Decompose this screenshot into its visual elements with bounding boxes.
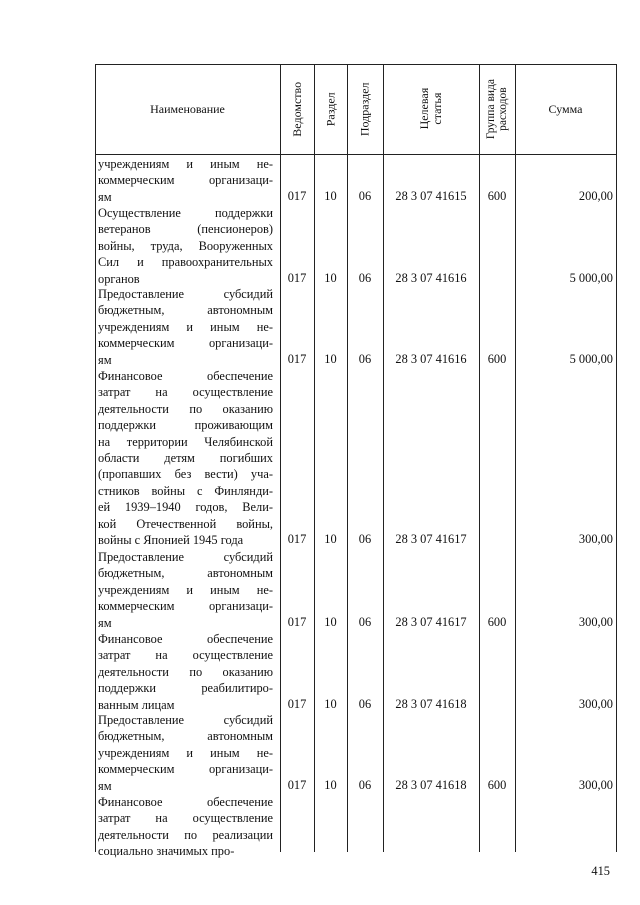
col-border	[314, 64, 315, 852]
row-name-line: учреждениям и иным не-	[98, 157, 273, 171]
row-name-line: учреждениям и иным не-	[98, 582, 273, 597]
row-name-line: затрат на осуществление	[98, 385, 273, 400]
col-border	[280, 64, 281, 852]
cell-razdel: 10	[324, 532, 337, 546]
cell-statya: 28 3 07 41616	[395, 270, 467, 285]
row-name-line: Финансовое обеспечение	[98, 795, 273, 809]
cell-summa: 5 000,00	[569, 270, 613, 285]
cell-summa: 200,00	[578, 188, 613, 203]
header-razdel	[314, 64, 347, 154]
row-name	[98, 549, 273, 631]
budget-table	[95, 64, 617, 859]
col-border	[515, 64, 516, 852]
row-name-line: войны, труда, Вооруженных	[98, 238, 273, 253]
cell-razdel: 10	[324, 270, 337, 285]
header-vedomstvo-label: Ведомство	[289, 81, 304, 137]
row-name-line: ям	[98, 615, 112, 630]
row-name-line: ям	[98, 189, 112, 204]
row-name	[98, 631, 273, 713]
row-name-line: коммерческим организаци-	[98, 336, 273, 351]
row-name-line: Предоставление субсидий	[98, 287, 273, 301]
header-podrazdel	[347, 64, 383, 154]
page-number: 415	[591, 864, 610, 878]
row-name-line: ветеранов (пенсионеров)	[98, 222, 273, 237]
header-name-label: Наименование	[150, 101, 225, 116]
header-gruppa-line2: расходов	[497, 87, 510, 131]
row-name-line: социально значимых про-	[98, 844, 235, 859]
cell-vedomstvo: 017	[287, 614, 307, 629]
row-name-line: ям	[98, 778, 112, 793]
row-name-line: Финансовое обеспечение	[98, 369, 273, 383]
header-gruppa	[479, 64, 515, 154]
row-name-line: (пропавших без вести) уча-	[98, 467, 273, 482]
row-name-line: области детям погибших	[98, 450, 273, 465]
row-name-line: затрат на осуществление	[98, 648, 273, 663]
cell-summa: 300,00	[578, 614, 613, 629]
col-border	[616, 64, 617, 852]
row-name-line: бюджетным, автономным	[98, 729, 273, 744]
row-name-line: учреждениям и иным не-	[98, 319, 273, 334]
row-name-line: затрат на осуществление	[98, 811, 273, 826]
cell-vedomstvo: 017	[287, 532, 307, 546]
header-celevaya-line2: статья	[429, 93, 444, 125]
row-name-line: Предоставление субсидий	[98, 713, 273, 727]
cell-podrazdel: 06	[358, 614, 372, 629]
cell-vedomstvo: 017	[287, 696, 307, 711]
row-name	[98, 156, 273, 205]
cell-razdel: 10	[324, 614, 337, 629]
cell-gruppa: 600	[487, 614, 507, 629]
cell-statya: 28 3 07 41615	[395, 188, 467, 203]
cell-razdel: 10	[324, 777, 337, 792]
header-name	[95, 64, 280, 154]
row-name-line: кой Отечественной войны,	[98, 516, 273, 531]
cell-podrazdel: 06	[358, 532, 372, 546]
cell-statya: 28 3 07 41617	[395, 532, 467, 546]
row-name	[98, 712, 273, 794]
cell-gruppa: 600	[487, 777, 507, 792]
cell-podrazdel: 06	[358, 777, 372, 792]
cell-gruppa: 600	[487, 188, 507, 203]
cell-vedomstvo: 017	[287, 188, 307, 203]
cell-summa: 300,00	[578, 777, 613, 792]
row-name-line: Сил и правоохранительных	[98, 255, 273, 270]
header-gruppa-line1: Группа вида	[484, 78, 497, 140]
row-name-line: бюджетным, автономным	[98, 566, 273, 581]
col-border	[347, 64, 348, 852]
row-name	[98, 368, 273, 548]
header-bottom-border	[95, 154, 617, 155]
cell-summa: 300,00	[578, 532, 613, 546]
row-name	[98, 286, 273, 368]
header-razdel-label: Раздел	[323, 92, 338, 126]
cell-gruppa: 600	[487, 351, 507, 366]
col-border	[95, 64, 96, 852]
cell-podrazdel: 06	[358, 351, 372, 366]
row-name-line: Финансовое обеспечение	[98, 632, 273, 646]
header-celevaya-label	[418, 88, 443, 130]
col-border	[479, 64, 480, 852]
cell-statya: 28 3 07 41617	[395, 614, 467, 629]
header-podrazdel-label: Подраздел	[357, 82, 372, 136]
row-name-line: ванным лицам	[98, 697, 175, 712]
row-name-line: коммерческим организаци-	[98, 762, 273, 777]
row-name-line: поддержки реабилитиро-	[98, 681, 273, 696]
row-name-line: деятельности по оказанию	[98, 664, 273, 679]
row-name-line: войны с Японией 1945 года	[98, 532, 244, 547]
row-name-line: деятельности по оказанию	[98, 401, 273, 416]
header-summa	[515, 64, 616, 154]
row-name-line: деятельности по реализации	[98, 827, 273, 842]
col-border	[383, 64, 384, 852]
row-name-line: стников войны с Финлянди-	[98, 483, 273, 498]
cell-statya: 28 3 07 41618	[395, 696, 467, 711]
cell-vedomstvo: 017	[287, 270, 307, 285]
cell-podrazdel: 06	[358, 270, 372, 285]
row-name	[98, 794, 273, 860]
cell-razdel: 10	[324, 188, 337, 203]
cell-summa: 5 000,00	[569, 351, 613, 366]
row-name-line: поддержки проживающим	[98, 418, 273, 433]
cell-vedomstvo: 017	[287, 351, 307, 366]
row-name-line: коммерческим организаци-	[98, 173, 273, 188]
cell-podrazdel: 06	[358, 696, 372, 711]
cell-razdel: 10	[324, 696, 337, 711]
row-name-line: органов	[98, 271, 140, 286]
header-vedomstvo	[280, 64, 314, 154]
row-name-line: Предоставление субсидий	[98, 550, 273, 564]
row-name-line: ям	[98, 352, 112, 367]
header-celevaya-line1: Целевая	[417, 88, 432, 130]
row-name-line: Осуществление поддержки	[98, 206, 273, 220]
cell-razdel: 10	[324, 351, 337, 366]
cell-statya: 28 3 07 41616	[395, 351, 467, 366]
row-name-line: на территории Челябинской	[98, 434, 273, 449]
header-gruppa-label	[485, 79, 509, 139]
cell-podrazdel: 06	[358, 188, 372, 203]
header-summa-label: Сумма	[548, 101, 583, 116]
row-name-line: коммерческим организаци-	[98, 599, 273, 614]
row-name-line: бюджетным, автономным	[98, 303, 273, 318]
cell-statya: 28 3 07 41618	[395, 777, 467, 792]
cell-summa: 300,00	[578, 696, 613, 711]
row-name	[98, 205, 273, 287]
header-celevaya	[383, 64, 479, 154]
row-name-line: учреждениям и иным не-	[98, 745, 273, 760]
cell-vedomstvo: 017	[287, 777, 307, 792]
row-name-line: ей 1939–1940 годов, Вели-	[98, 500, 273, 515]
